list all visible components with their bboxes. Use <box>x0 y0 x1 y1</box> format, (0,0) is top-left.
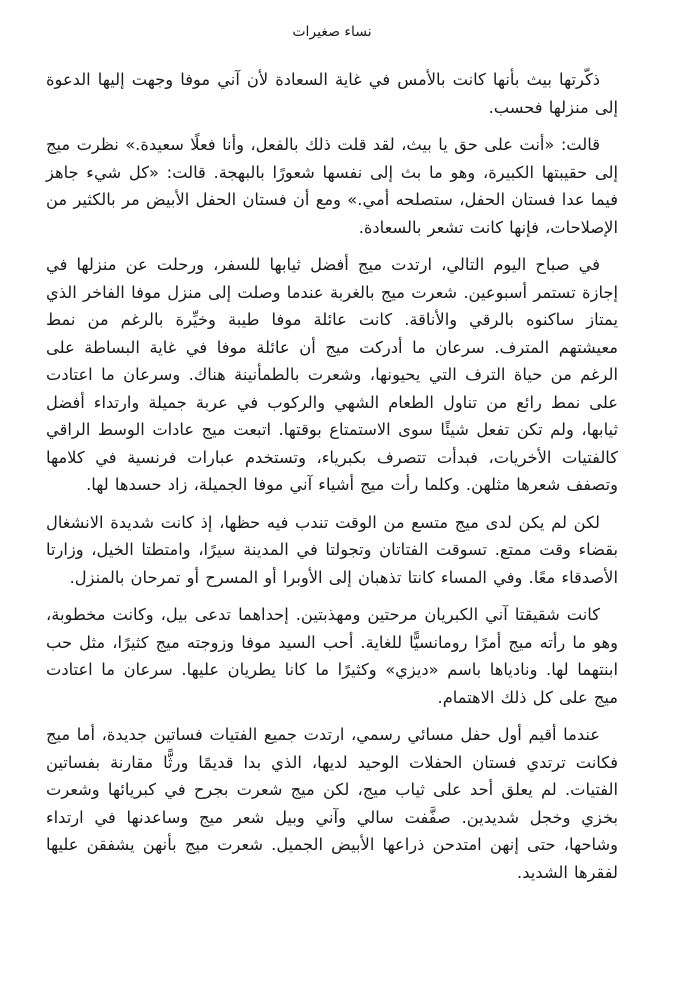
paragraph-6: عندما أقيم أول حفل مسائي رسمي، ارتدت جميع الفتيات فساتين جديدة، أما ميج فكانت ترتدي فستان الحفلات الوحيد لديها، الذي بدا قديمًا ورثًّا مقارنة بفساتين الفتيات. لم يعلق أحد على ثياب ميج، لكن ميج شعرت بجرح في كبريائها وشعرت بخزي وخجل شديدين. صفَّفت سالي وآني وبيل شعر ميج وساعدنها في ارتداء وشاحها، حتى إنهن امتدحن ذراعها الأبيض الجميل. شعرت ميج بأنهن يشفقن عليها لفقرها الشديد. <box>46 725 618 882</box>
paragraph-3: في صباح اليوم التالي، ارتدت ميج أفضل ثيابها للسفر، ورحلت عن منزلها في إجازة تستمر أسبوعين. شعرت ميج بالغربة عندما وصلت إلى منزل موفا الفاخر الذي يمتاز ساكنوه بالرقي والأناقة. كانت عائلة موفا طيبة وخيِّرة بالرغم من نمط معيشتهم المترف. سرعان ما أدركت ميج أن عائلة موفا في غاية البساطة على الرغم من حياة الترف التي يحيونها، وشعرت بالطمأنينة هناك. وسرعان ما اعتادت على نمط رائع من تناول الطعام الشهي والركوب في عربة جميلة وارتداء أفضل ثيابها، ولم تكن تفعل شيئًا سوى الاستمتاع بوقتها. اتبعت ميج عادات الوسط الراقي كالفتيات الأخريات، فبدأت تتصرف بكبرياء، وتستخدم عبارات فرنسية في كلامها وتصفف شعرها مثلهن. وكلما رأت ميج أشياء آني موفا الجميلة، زاد حسدها لها. <box>46 255 618 494</box>
running-header-book-title: نساء صغيرات <box>292 24 372 40</box>
paragraph-1: ذكّرتها بيث بأنها كانت بالأمس في غاية السعادة لأن آني موفا وجهت إليها الدعوة إلى منزلها فحسب. <box>46 70 618 117</box>
paragraph-5: كانت شقيقتا آني الكبريان مرحتين ومهذبتين. إحداهما تدعى بيل، وكانت مخطوبة، وهو ما رأته ميج أمرًا رومانسيًّا للغاية. أحب السيد موفا وزوجته ميج كثيرًا، مثل حب ابنتهما لها. ونادياها باسم «ديزي» وكثيرًا ما كانا يطريان عليها. سرعان ما اعتادت ميج على كل ذلك الاهتمام. <box>46 605 618 707</box>
body-text <box>46 66 618 886</box>
paragraph-2: قالت: «أنت على حق يا بيث، لقد قلت ذلك بالفعل، وأنا فعلًا سعيدة.» نظرت ميج إلى حقيبتها الكبيرة، وهو ما بث إلى نفسها شعورًا بالبهجة. قالت: «كل شيء جاهز فيما عدا فستان الحفل، ستصلحه أمي.» ومع أن فستان الحفل الأبيض مر بالكثير من الإصلاحات، فإنها كانت تشعر بالسعادة. <box>46 135 618 237</box>
paragraph-4: لكن لم يكن لدى ميج متسع من الوقت تندب فيه حظها، إذ كانت شديدة الانشغال بقضاء وقت ممتع. تسوقت الفتاتان وتجولتا في المدينة سيرًا، وامتطتا الخيل، وزارتا الأصدقاء معًا. وفي المساء كانتا تذهبان إلى الأوبرا أو المسرح أو تمرحان بالمنزل. <box>46 512 618 587</box>
